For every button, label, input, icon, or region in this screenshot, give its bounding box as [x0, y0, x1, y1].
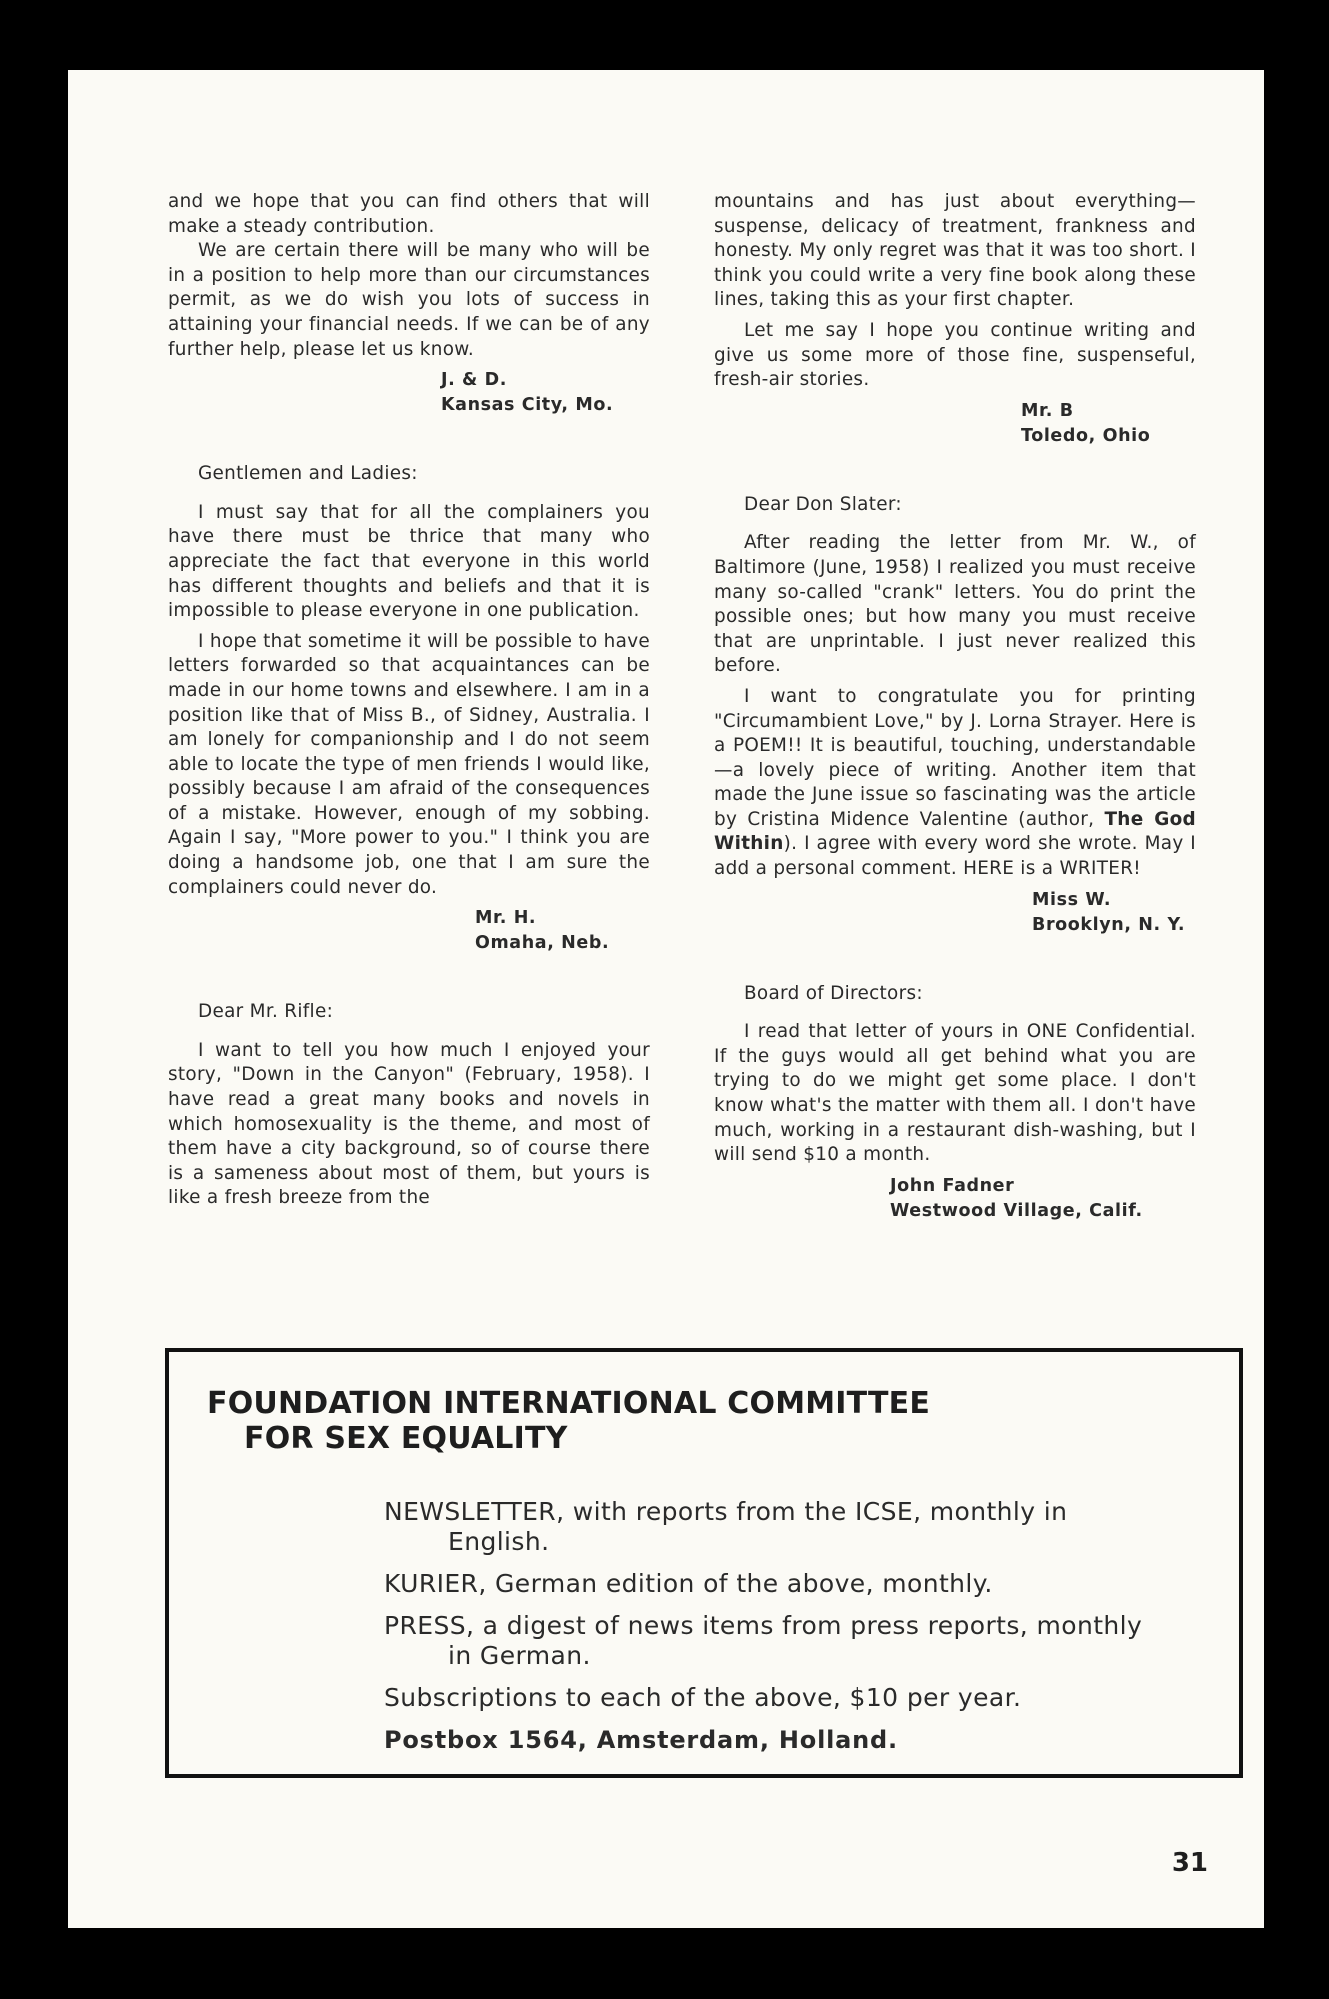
letter-paragraph: Let me say I hope you continue writing and give us some more of those fine, suspenseful, fresh-air stories. [714, 319, 1196, 391]
paragraph-text: I want to congratulate you for printing "Circumambient Love," by J. Lorna Strayer. Here is a POEM!! It is beautiful, touching, understandable—a lovely piece of writing. Another item that made the June issue so fascinating was the article by Cristina Midence Valentine (author, [714, 685, 1196, 830]
signature-name: Mr. H. [475, 908, 537, 929]
signature-place: Brooklyn, N. Y. [1032, 914, 1186, 935]
paragraph-text: ). I agree with every word she wrote. May I add a personal comment. HERE is a WRITER! [714, 833, 1196, 880]
ad-title-line: FOR SEX EQUALITY [244, 1421, 568, 1456]
ad-address: Postbox 1564, Amsterdam, Holland. [384, 1726, 898, 1754]
signature-name: John Fadner [890, 1175, 1015, 1196]
letter-paragraph: I read that letter of yours in ONE Confidential. If the guys would all get behind what you are trying to do we might get some place. I don't know what's the matter with them all. I don't have much, working in a restaurant dish-washing, but I will send $10 a month. [714, 1021, 1196, 1166]
signature-name: Miss W. [1032, 889, 1112, 910]
letter-signature [714, 399, 1196, 449]
letter-paragraph: I hope that sometime it will be possible to have letters forwarded so that acquaintances can be made in our home towns and elsewhere. I am in a position like that of Miss B., of Sidney, Australia. I am lonely for companionship and I do not seem able to locate the type of men friends I would like, possibly because I am afraid of the consequences of a mistake. However, enough of my sobbing. Again I say, "More power to you." I think you are doing a handsome job, one that I am sure the complainers could never do. [168, 630, 650, 898]
book-title: The God Within [714, 808, 1196, 855]
left-column [168, 190, 650, 1211]
letter-paragraph: After reading the letter from Mr. W., of Baltimore (June, 1958) I realized you must receive many so-called "crank" letters. You do print the possible ones; but how many you must receive that are unprintable. I just never realized this before. [714, 532, 1196, 677]
letter-signature [168, 368, 650, 418]
signature-name: J. & D. [441, 370, 507, 391]
signature-place: Kansas City, Mo. [441, 395, 614, 416]
letter-salutation: Gentlemen and Ladies: [198, 463, 418, 485]
letter-signature [714, 1174, 1196, 1224]
letter-continued-text: and we hope that you can find others that will make a steady contribution. [168, 191, 650, 237]
letter-paragraph [714, 685, 1196, 882]
signature-name: Mr. B [1021, 400, 1074, 421]
ad-item: PRESS, a digest of news items from press reports, monthly in German. [384, 1611, 1143, 1670]
letter-continued-text: mountains and has just about everything—suspense, delicacy of treatment, frankness and honesty. My only regret was that it was too short. I think you could write a very fine book along these lines, taking this as your first chapter. [714, 191, 1197, 311]
ad-title-line: FOUNDATION INTERNATIONAL COMMITTEE [207, 1386, 931, 1421]
ad-item: Subscriptions to each of the above, $10 per year. [384, 1683, 1022, 1712]
signature-place: Westwood Village, Calif. [890, 1200, 1143, 1221]
letter-signature [714, 888, 1196, 938]
letter-paragraph: I must say that for all the complainers you have there must be thrice that many who appreciate the fact that everyone in this world has different thoughts and beliefs and that it is impossible to please everyone in one publication. [168, 501, 650, 622]
letter-salutation: Dear Mr. Rifle: [198, 1001, 334, 1023]
right-column [714, 190, 1196, 1224]
letter-paragraph: We are certain there will be many who will be in a position to help more than our circumstances permit, as we do wish you lots of success in attaining your financial needs. If we can be of any further help, please let us know. [168, 240, 650, 360]
letter-salutation: Board of Directors: [744, 982, 923, 1004]
letter-paragraph: I want to tell you how much I enjoyed your story, "Down in the Canyon" (February, 1958). I have read a great many books and novels in which homosexuality is the theme, and most of them have a city background, so of course there is a sameness about most of them, but yours is like a fresh breeze from the [168, 1039, 650, 1209]
signature-place: Toledo, Ohio [1021, 425, 1151, 446]
ad-item: KURIER, German edition of the above, monthly. [384, 1569, 993, 1598]
page-number: 31 [1171, 1848, 1208, 1878]
letter-signature [168, 906, 650, 956]
letter-salutation: Dear Don Slater: [744, 493, 902, 515]
advertisement-box [165, 1348, 1243, 1778]
magazine-page [68, 70, 1264, 1928]
signature-place: Omaha, Neb. [475, 933, 610, 954]
ad-item: NEWSLETTER, with reports from the ICSE, monthly in English. [384, 1497, 1068, 1556]
ad-title [207, 1386, 930, 1456]
ad-body [384, 1497, 1144, 1755]
